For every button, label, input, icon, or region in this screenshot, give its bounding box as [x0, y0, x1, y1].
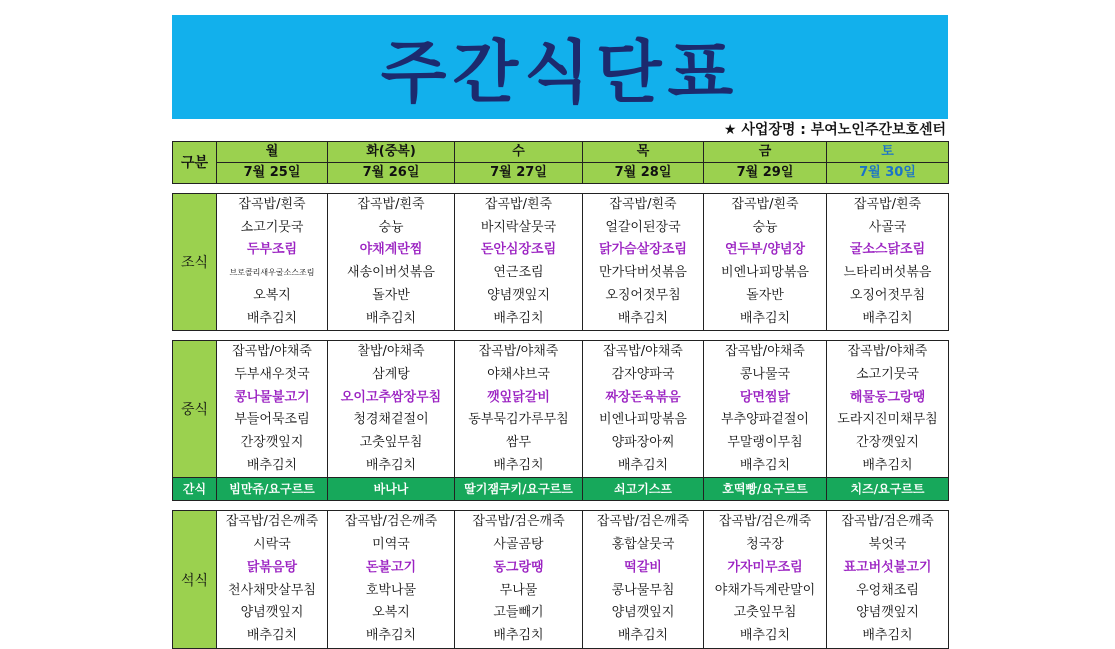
menu-item: 야채샤브국 — [455, 364, 583, 387]
menu-item: 오복지 — [217, 285, 328, 308]
menu-item: 배추김치 — [328, 308, 455, 331]
menu-item: 돌자반 — [328, 285, 455, 308]
menu-item: 배추김치 — [704, 625, 827, 648]
lunch-section — [173, 341, 949, 478]
menu-item: 양념깻잎지 — [217, 602, 328, 625]
menu-item: 부추양파겉절이 — [704, 409, 827, 432]
menu-item: 감자양파국 — [583, 364, 704, 387]
menu-item: 사골국 — [827, 217, 949, 240]
date-tue: 7월 26일 — [328, 163, 455, 184]
menu-item: 동그랑땡 — [455, 557, 583, 580]
menu-item: 닭가슴살장조림 — [583, 239, 704, 262]
menu-item: 두부새우젓국 — [217, 364, 328, 387]
menu-item: 만가닥버섯볶음 — [583, 262, 704, 285]
menu-item: 우엉채조림 — [827, 580, 949, 603]
menu-item: 배추김치 — [827, 625, 949, 648]
menu-item: 배추김치 — [328, 625, 455, 648]
menu-item: 오복지 — [328, 602, 455, 625]
menu-item: 고춧잎무침 — [704, 602, 827, 625]
menu-item: 잡곡밥/흰죽 — [583, 194, 704, 217]
menu-item: 배추김치 — [217, 455, 328, 478]
menu-item: 비엔나피망볶음 — [583, 409, 704, 432]
menu-item: 동부묵김가루무침 — [455, 409, 583, 432]
menu-item: 해물동그랑땡 — [827, 387, 949, 410]
menu-item: 청국장 — [704, 534, 827, 557]
menu-item: 얼갈이된장국 — [583, 217, 704, 240]
menu-item: 잡곡밥/야채죽 — [827, 341, 949, 364]
menu-item: 배추김치 — [328, 455, 455, 478]
menu-item: 배추김치 — [827, 455, 949, 478]
snack-item: 치즈/요구르트 — [827, 478, 949, 501]
menu-item: 야채가득계란말이 — [704, 580, 827, 603]
menu-item: 잡곡밥/야채죽 — [704, 341, 827, 364]
menu-item: 가자미무조림 — [704, 557, 827, 580]
menu-item: 배추김치 — [704, 308, 827, 331]
menu-item: 홍합살뭇국 — [583, 534, 704, 557]
menu-sheet — [172, 15, 948, 649]
menu-item: 오징어젓무침 — [583, 285, 704, 308]
breakfast-label: 조식 — [173, 194, 217, 331]
dinner-label: 석식 — [173, 511, 217, 648]
snack-item: 쇠고기스프 — [583, 478, 704, 501]
menu-item: 숭늉 — [328, 217, 455, 240]
menu-item: 깻잎닭갈비 — [455, 387, 583, 410]
menu-item: 연근조림 — [455, 262, 583, 285]
menu-item: 돈안심장조림 — [455, 239, 583, 262]
menu-item: 양념깻잎지 — [455, 285, 583, 308]
menu-item: 배추김치 — [455, 308, 583, 331]
menu-item: 바지락살뭇국 — [455, 217, 583, 240]
menu-item: 미역국 — [328, 534, 455, 557]
menu-item: 숭늉 — [704, 217, 827, 240]
day-sat: 토 — [827, 142, 949, 163]
menu-item: 청경채겉절이 — [328, 409, 455, 432]
dinner-section — [173, 511, 949, 648]
menu-item: 배추김치 — [583, 455, 704, 478]
menu-item: 양념깻잎지 — [827, 602, 949, 625]
breakfast-section — [173, 194, 949, 331]
category-header: 구분 — [173, 142, 217, 184]
menu-item: 잡곡밥/흰죽 — [704, 194, 827, 217]
menu-item: 소고기뭇국 — [827, 364, 949, 387]
title-banner — [172, 15, 948, 119]
menu-item: 도라지진미채무침 — [827, 409, 949, 432]
menu-item: 호박나물 — [328, 580, 455, 603]
menu-item: 잡곡밥/야채죽 — [217, 341, 328, 364]
menu-item: 콩나물불고기 — [217, 387, 328, 410]
snack-item: 호떡빵/요구르트 — [704, 478, 827, 501]
page-title: 주간식단표 — [380, 33, 740, 113]
date-fri: 7월 29일 — [704, 163, 827, 184]
menu-item: 오이고추쌈장무침 — [328, 387, 455, 410]
menu-item: 배추김치 — [217, 308, 328, 331]
menu-item: 잡곡밥/검은깨죽 — [217, 511, 328, 534]
menu-item: 콩나물무침 — [583, 580, 704, 603]
menu-item: 고들빼기 — [455, 602, 583, 625]
date-sat: 7월 30일 — [827, 163, 949, 184]
menu-item: 콩나물국 — [704, 364, 827, 387]
menu-item: 오징어젓무침 — [827, 285, 949, 308]
menu-item: 양파장아찌 — [583, 432, 704, 455]
date-thu: 7월 28일 — [583, 163, 704, 184]
snack-label: 간식 — [173, 478, 217, 501]
menu-table — [172, 193, 949, 649]
menu-item: 표고버섯불고기 — [827, 557, 949, 580]
menu-item: 두부조림 — [217, 239, 328, 262]
menu-item: 배추김치 — [455, 455, 583, 478]
lunch-label: 중식 — [173, 341, 217, 478]
menu-item: 부들어묵조림 — [217, 409, 328, 432]
snack-item: 딸기잼쿠키/요구르트 — [455, 478, 583, 501]
menu-item: 잡곡밥/검은깨죽 — [704, 511, 827, 534]
menu-item: 양념깻잎지 — [583, 602, 704, 625]
menu-item: 배추김치 — [217, 625, 328, 648]
organization-name: ★ 사업장명 : 부여노인주간보호센터 — [723, 122, 946, 138]
menu-item: 느타리버섯볶음 — [827, 262, 949, 285]
menu-item: 배추김치 — [583, 625, 704, 648]
day-wed: 수 — [455, 142, 583, 163]
menu-item: 새송이버섯볶음 — [328, 262, 455, 285]
menu-item: 간장깻잎지 — [827, 432, 949, 455]
menu-item: 배추김치 — [583, 308, 704, 331]
header-table — [172, 141, 949, 184]
menu-item: 잡곡밥/검은깨죽 — [328, 511, 455, 534]
menu-item: 사골곰탕 — [455, 534, 583, 557]
menu-item: 잡곡밥/야채죽 — [583, 341, 704, 364]
menu-item: 고춧잎무침 — [328, 432, 455, 455]
menu-item: 천사채맛살무침 — [217, 580, 328, 603]
menu-item: 쌈무 — [455, 432, 583, 455]
menu-item: 돌자반 — [704, 285, 827, 308]
menu-item: 연두부/양념장 — [704, 239, 827, 262]
day-fri: 금 — [704, 142, 827, 163]
menu-item: 간장깻잎지 — [217, 432, 328, 455]
menu-item: 야채계란찜 — [328, 239, 455, 262]
menu-item: 떡갈비 — [583, 557, 704, 580]
day-thu: 목 — [583, 142, 704, 163]
menu-item: 당면찜닭 — [704, 387, 827, 410]
menu-item: 짜장돈육볶음 — [583, 387, 704, 410]
snack-section — [173, 478, 949, 501]
menu-item: 굴소스닭조림 — [827, 239, 949, 262]
menu-item: 돈불고기 — [328, 557, 455, 580]
menu-item: 시락국 — [217, 534, 328, 557]
menu-item: 잡곡밥/흰죽 — [217, 194, 328, 217]
menu-item: 무나물 — [455, 580, 583, 603]
snack-item: 바나나 — [328, 478, 455, 501]
menu-item: 닭볶음탕 — [217, 557, 328, 580]
menu-item: 소고기뭇국 — [217, 217, 328, 240]
day-mon: 월 — [217, 142, 328, 163]
menu-item: 배추김치 — [827, 308, 949, 331]
menu-item: 찰밥/야채죽 — [328, 341, 455, 364]
menu-item: 잡곡밥/검은깨죽 — [827, 511, 949, 534]
menu-item: 무말랭이무침 — [704, 432, 827, 455]
menu-item: 잡곡밥/흰죽 — [328, 194, 455, 217]
date-wed: 7월 27일 — [455, 163, 583, 184]
snack-item: 빔만쥬/요구르트 — [217, 478, 328, 501]
menu-item: 브로콜리새우굴소스조림 — [217, 262, 328, 285]
menu-item: 잡곡밥/야채죽 — [455, 341, 583, 364]
day-tue: 화(중복) — [328, 142, 455, 163]
date-mon: 7월 25일 — [217, 163, 328, 184]
menu-item: 잡곡밥/흰죽 — [455, 194, 583, 217]
menu-item: 비엔나피망볶음 — [704, 262, 827, 285]
menu-item: 배추김치 — [704, 455, 827, 478]
menu-item: 삼계탕 — [328, 364, 455, 387]
menu-item: 잡곡밥/검은깨죽 — [583, 511, 704, 534]
menu-item: 북엇국 — [827, 534, 949, 557]
menu-item: 잡곡밥/검은깨죽 — [455, 511, 583, 534]
menu-item: 배추김치 — [455, 625, 583, 648]
menu-item: 잡곡밥/흰죽 — [827, 194, 949, 217]
